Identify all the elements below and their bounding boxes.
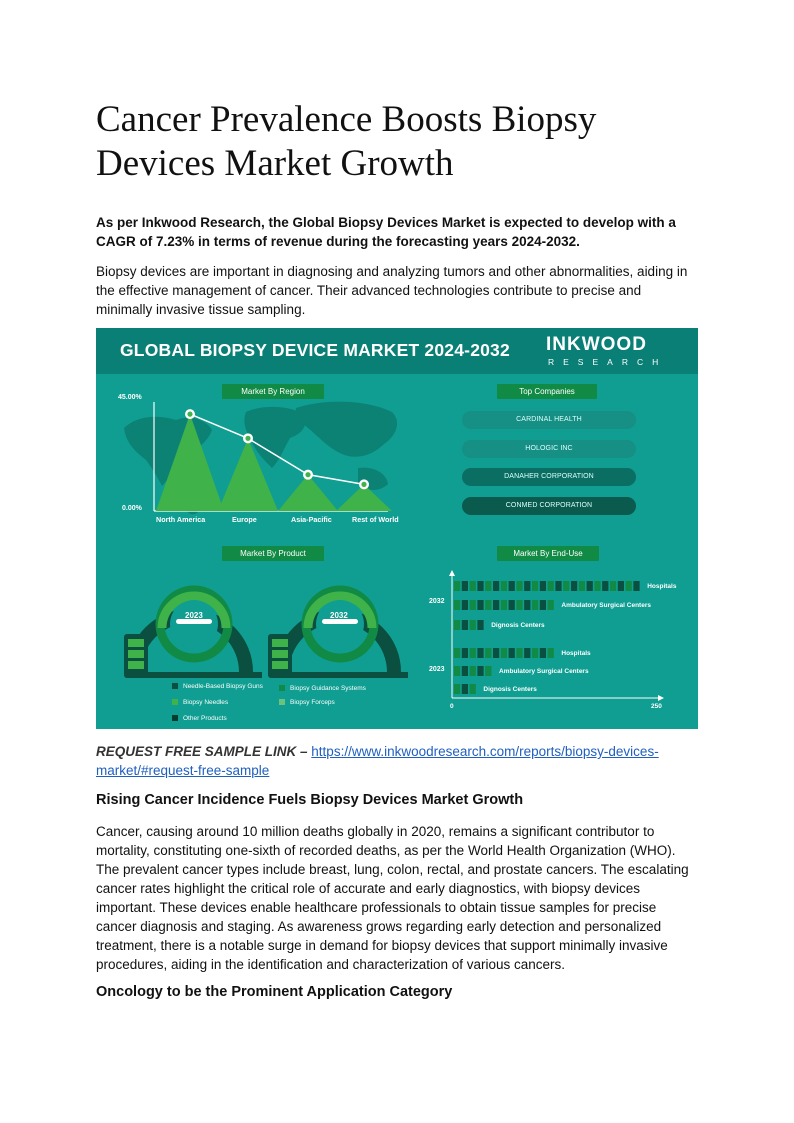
enduse-bar-segment (462, 620, 468, 630)
enduse-bar-segment (516, 600, 522, 610)
sample-link-line (96, 742, 700, 780)
enduse-bar-label: Dignosis Centers (491, 622, 545, 629)
infographic (96, 328, 698, 729)
enduse-bar-segment (485, 666, 491, 676)
region-y-top-label: 45.00% (118, 394, 142, 401)
legend-guidance (279, 685, 366, 692)
enduse-bar-segment (501, 581, 507, 591)
infographic-title: GLOBAL BIOPSY DEVICE MARKET 2024-2032 (120, 340, 510, 360)
legend-label: Biopsy Needles (183, 699, 229, 706)
enduse-bar-segment (470, 581, 476, 591)
donut-year-2032: 2032 (330, 611, 348, 620)
enduse-bar-segment (626, 581, 632, 591)
enduse-heading: Market By End-Use (497, 546, 599, 561)
enduse-axis-end: 250 (651, 703, 662, 710)
legend-needles (172, 699, 228, 706)
enduse-bar-label: Hospitals (561, 650, 591, 657)
region-y-bottom-label: 0.00% (122, 505, 142, 512)
enduse-bar-segment (477, 648, 483, 658)
enduse-bar-segment (493, 600, 499, 610)
sample-label: REQUEST FREE SAMPLE LINK – (96, 744, 308, 759)
enduse-bar-segment (602, 581, 608, 591)
region-point-inner (361, 482, 366, 487)
enduse-bar-segment (524, 600, 530, 610)
enduse-bar-segment (477, 666, 483, 676)
enduse-bar-segment (540, 581, 546, 591)
legend-label: Other Products (183, 715, 227, 722)
enduse-axis-start: 0 (450, 703, 454, 710)
enduse-bar-segment (470, 620, 476, 630)
region-label-europe: Europe (232, 515, 257, 524)
enduse-bar-segment (470, 684, 476, 694)
legend-forceps (279, 699, 335, 706)
sample-link[interactable]: https://www.inkwoodresearch.com/reports/biopsy-devices-market/#request-free-sample (96, 744, 659, 778)
legend-needle-guns (172, 683, 263, 690)
enduse-bar-segment (470, 648, 476, 658)
enduse-bar-segment (454, 666, 460, 676)
enduse-bar-segment (555, 581, 561, 591)
legend-label: Biopsy Guidance Systems (290, 685, 366, 692)
stack-icon-right (268, 634, 292, 678)
section-body-incidence: Cancer, causing around 10 million deaths globally in 2020, remains a significant contributor to mortality, constituting one-sixth of recorded deaths, as per the World Health Organization (WHO). The prevalent cancer types include breast, lung, colon, rectal, and prostate cancers. The escalating cancer rates highlight the critical role of accurate and early diagnostics, with biopsy devices important. These devices enable healthcare professionals to obtain tissue samples for precise cancer diagnosis and staging. As awareness grows regarding early detection and personalized treatment, there is a notable surge in demand for biopsy devices that support minimally invasive procedures, aiding in the identification and characterization of various cancers. (96, 824, 689, 972)
enduse-bar-segment (532, 648, 538, 658)
enduse-bar-label: Dignosis Centers (483, 686, 537, 693)
enduse-year-2023: 2023 (429, 666, 445, 673)
enduse-bar-segment (516, 581, 522, 591)
region-heading: Market By Region (222, 384, 324, 399)
product-heading: Market By Product (222, 546, 324, 561)
legend-label: Needle-Based Biopsy Guns (183, 683, 263, 690)
enduse-bar-segment (462, 581, 468, 591)
enduse-bar-segment (509, 600, 515, 610)
enduse-bar-label: Ambulatory Surgical Centers (561, 602, 651, 609)
region-point-inner (187, 412, 192, 417)
arrow-up-icon (449, 570, 455, 576)
enduse-bar-segment (454, 648, 460, 658)
enduse-bar-segment (485, 600, 491, 610)
enduse-bar-segment (477, 600, 483, 610)
legend-other (172, 715, 227, 722)
companies-heading: Top Companies (497, 384, 597, 399)
region-label-north-america: North America (156, 515, 206, 524)
enduse-bar-segment (532, 581, 538, 591)
enduse-bar-segment (501, 648, 507, 658)
enduse-bar-segment (470, 666, 476, 676)
company-item: CONMED CORPORATION (462, 497, 636, 515)
enduse-bar-segment (548, 581, 554, 591)
intro-paragraph: Biopsy devices are important in diagnosing and analyzing tumors and other abnormalities, aiding in the effective management of cancer. Their advanced technologies contribute to precise and minimally invasive tissue sampling. (96, 264, 688, 317)
stack-icon-left (124, 634, 148, 678)
enduse-bar-segment (587, 581, 593, 591)
enduse-bar-segment (462, 684, 468, 694)
enduse-bar-segment (571, 581, 577, 591)
company-item: HOLOGIC INC (462, 440, 636, 458)
enduse-bar-segment (579, 581, 585, 591)
lead-paragraph: As per Inkwood Research, the Global Biopsy Devices Market is expected to develop with a CAGR of 7.23% in terms of revenue during the forecasting years 2024-2032. (96, 215, 676, 249)
enduse-bar-segment (563, 581, 569, 591)
region-point-inner (245, 436, 250, 441)
enduse-bar-segment (633, 581, 639, 591)
donut-2032 (272, 590, 408, 678)
enduse-bar-segment (594, 581, 600, 591)
section-heading-oncology: Oncology to be the Prominent Application Category (96, 984, 453, 1000)
legend-label: Biopsy Forceps (290, 699, 335, 706)
enduse-bar-segment (548, 648, 554, 658)
enduse-bar-label: Ambulatory Surgical Centers (499, 668, 589, 675)
page-title: Cancer Prevalence Boosts Biopsy Devices Market Growth (96, 99, 597, 184)
region-label-rest-of-world: Rest of World (352, 515, 399, 524)
enduse-bar-segment (509, 581, 515, 591)
enduse-bar-segment (524, 581, 530, 591)
enduse-bar-segment (462, 666, 468, 676)
company-item: DANAHER CORPORATION (462, 468, 636, 486)
enduse-bar-segment (532, 600, 538, 610)
enduse-bar-label: Hospitals (647, 583, 677, 590)
enduse-bar-segment (485, 581, 491, 591)
enduse-bar-segment (540, 600, 546, 610)
enduse-bar-segment (462, 648, 468, 658)
enduse-bar-segment (493, 648, 499, 658)
enduse-bar-segment (509, 648, 515, 658)
infographic-graphics (96, 328, 698, 729)
brand-logo-sub: RESEARCH (548, 357, 668, 367)
arrow-right-icon (658, 695, 664, 701)
enduse-bar-segment (454, 684, 460, 694)
enduse-bar-segment (524, 648, 530, 658)
enduse-bar-segment (477, 581, 483, 591)
enduse-bar-segment (454, 581, 460, 591)
enduse-bar-segment (540, 648, 546, 658)
enduse-bar-segment (462, 600, 468, 610)
enduse-bar-segment (454, 620, 460, 630)
enduse-bar-segment (454, 600, 460, 610)
donut-year-2023: 2023 (185, 611, 203, 620)
enduse-bar-segment (548, 600, 554, 610)
region-point-inner (305, 472, 310, 477)
enduse-bar-segment (501, 600, 507, 610)
enduse-bar-segment (516, 648, 522, 658)
enduse-bar-segment (477, 620, 483, 630)
brand-logo: INKWOOD (546, 334, 647, 355)
enduse-bar-segment (470, 600, 476, 610)
enduse-bar-segment (618, 581, 624, 591)
region-label-asia-pacific: Asia-Pacific (291, 515, 332, 524)
enduse-bar-segment (485, 648, 491, 658)
enduse-bar-segment (610, 581, 616, 591)
region-mountain-asia-pacific (278, 475, 338, 511)
company-item: CARDINAL HEALTH (462, 411, 636, 429)
enduse-bar-segment (493, 581, 499, 591)
section-heading-incidence: Rising Cancer Incidence Fuels Biopsy Devices Market Growth (96, 792, 524, 808)
enduse-year-2032: 2032 (429, 598, 445, 605)
